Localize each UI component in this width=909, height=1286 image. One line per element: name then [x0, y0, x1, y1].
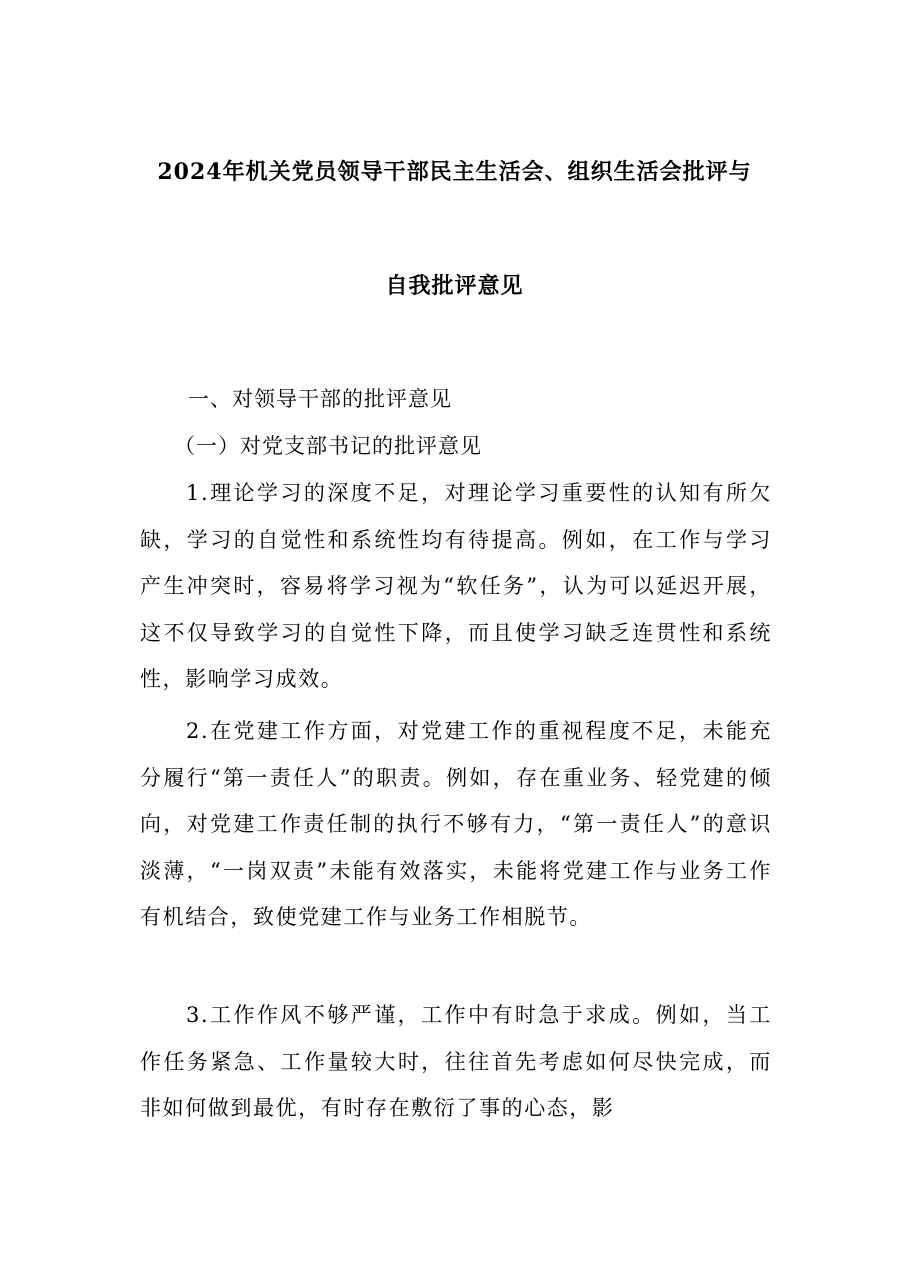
section-heading: 一、对领导干部的批评意见	[188, 387, 452, 411]
subsection-heading: （一）对党支部书记的批评意见	[174, 434, 482, 458]
paragraph-3: 3.工作作风不够严谨，工作中有时急于求成。例如，当工作任务紧急、工作量较大时，往往首先考虑如何尽快完成，而非如何做到最优，有时存在敷衍了事的心态，影	[140, 1003, 772, 1120]
document-title-line-1: 2024年机关党员领导干部民主生活会、组织生活会批评与	[157, 159, 752, 185]
document-title-line-2: 自我批评意见	[385, 273, 524, 299]
paragraph-1: 1.理论学习的深度不足，对理论学习重要性的认知有所欠缺，学习的自觉性和系统性均有待提高。例如，在工作与学习产生冲突时，容易将学习视为“软任务”，认为可以延迟开展，这不仅导致学习的自觉性下降，而且使学习缺乏连贯性和系统性，影响学习成效。	[140, 481, 772, 691]
paragraph-2: 2.在党建工作方面，对党建工作的重视程度不足，未能充分履行“第一责任人”的职责。例如，存在重业务、轻党建的倾向，对党建工作责任制的执行不够有力，“第一责任人”的意识淡薄，“一岗双责”未能有效落实，未能将党建工作与业务工作有机结合，致使党建工作与业务工作相脱节。	[140, 719, 772, 929]
